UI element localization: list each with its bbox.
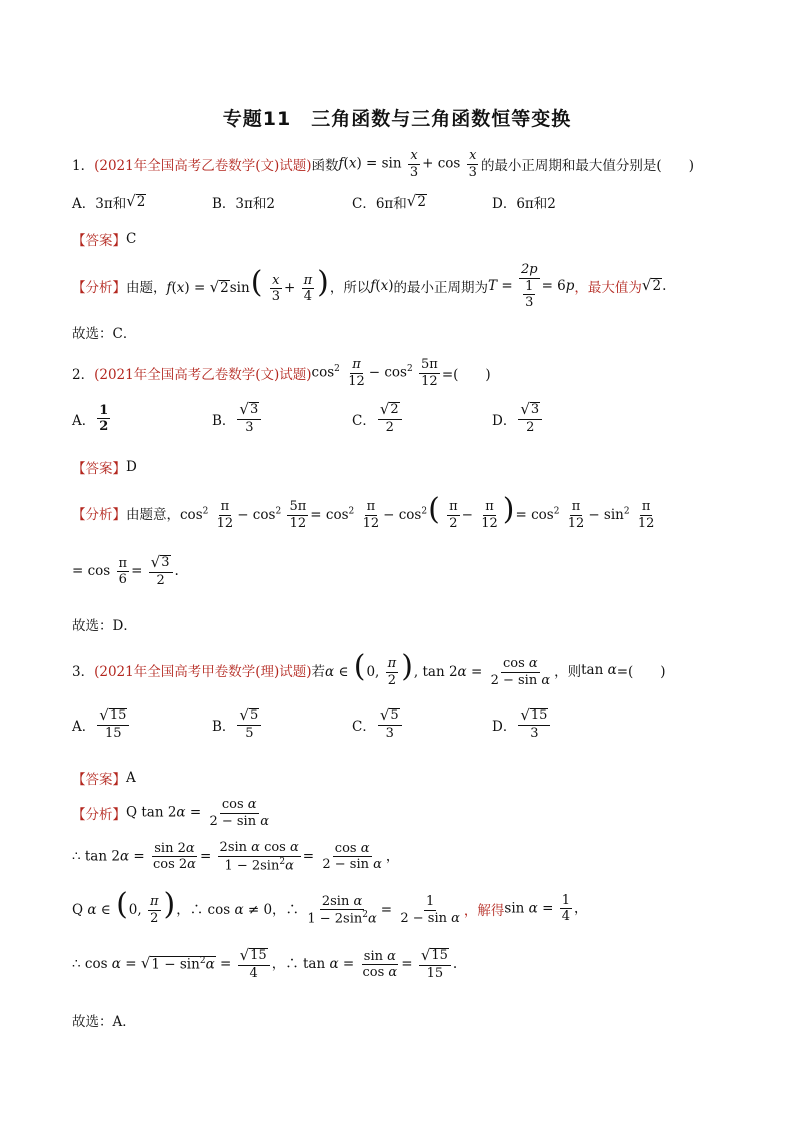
question-1-stem: [72, 148, 694, 180]
answer-value: A: [126, 770, 136, 786]
option-b[interactable]: B． √ 3 3: [212, 402, 352, 435]
option-b[interactable]: B．3π和2: [212, 196, 275, 212]
analysis-label: 【分析】: [72, 807, 126, 824]
analysis-label: 【分析】: [72, 507, 126, 524]
formula: ∴ cos α = √ $1 - \sin^2\alpha$ = √ 15 4 ，∴ tan α = $\frac{\text{sin α}}{\text{cos α}}$ = √ 15 15 .: [72, 946, 458, 981]
stem-text: 函数: [311, 158, 339, 175]
question-1-answer: [72, 229, 136, 249]
formula: Q tan 2α = $\frac{\text{cos α}}{\text{2 − sin α}}$: [126, 797, 269, 829]
question-3-step-2: Q α ∈ (0, $\frac{\pi}{2}$ )，∴ cos α ≠ 0，∴ $\frac{\text{2sin α}}{1 - 2\sin^2\alpha}$ = $\frac{1}{\text{2 − sin α}}$ ，解得 sin α = $\frac{1}{4}$ ，: [72, 887, 588, 927]
question-3-options: [72, 708, 632, 741]
option-a[interactable]: A． √ 15 15: [72, 708, 212, 741]
question-2-analysis: 【分析】 由题意， $\cos^2$ $\frac{\pi}{12}$ − $\cos^2$ $\frac{5\pi}{12}$ = $\cos^2$ $\frac{\pi}{12}$ − $\cos^2$( $\frac{\pi}{2}$ − $\frac{\pi}{12}$ )= $\cos^2$ $\frac{\pi}{12}$ − $\sin^2$ $\frac{\pi}{12}$: [72, 495, 658, 532]
formula: f(x) = sin $\frac{x}{3}$ + cos $\frac{x}{3}$: [338, 148, 477, 180]
question-source: (2021年全国高考乙卷数学(文)试题): [94, 367, 312, 384]
option-a[interactable]: A．3π和 √ 2: [72, 192, 146, 212]
formula: Q α ∈ (0, $\frac{\pi}{2}$ )，∴ cos α ≠ 0，∴ $\frac{\text{2sin α}}{1 - 2\sin^2\alpha}$ = $\frac{1}{\text{2 − sin α}}$: [72, 887, 460, 927]
formula: α ∈ (0, $\frac{\pi}{2}$ ), tan 2α = $\frac{\text{cos α}}{\text{2 − sin α}}$: [325, 649, 551, 688]
stem-text: 的最小正周期和最大值分别是( ): [480, 158, 694, 175]
question-source: (2021年全国高考乙卷数学(文)试题): [94, 158, 312, 175]
question-source: (2021年全国高考甲卷数学(理)试题): [94, 664, 312, 681]
formula: f(x) = √ 2 sin( $\frac{x}{3}$ + $\frac{\pi}{4}$ ): [166, 265, 329, 305]
question-3-stem: 3． (2021年全国高考甲卷数学(理)试题) 若 α ∈ (0, $\frac{\pi}{2}$ ), tan 2α = $\frac{\text{cos α}}{\text{2 − sin α}}$ ，则 tan α =( ): [72, 649, 666, 688]
question-1-conclusion: 故选：C．: [72, 326, 137, 342]
question-1-analysis: 【分析】 由题， f(x) = √ 2 sin( $\frac{x}{3}$ + $\frac{\pi}{4}$ ) ，所以 f(x) 的最小正周期为 T = $\frac{2p}{\frac{1}{3}}$ = 6p ，最大值为 √ 2 .: [72, 262, 667, 311]
question-2-options: [72, 402, 632, 435]
question-number: 3．: [72, 664, 95, 681]
question-1-options: [72, 192, 632, 212]
option-c[interactable]: C． √ 2 2: [352, 402, 492, 435]
question-3-conclusion: 故选：A．: [72, 1014, 136, 1030]
formula: T = $\frac{2p}{\frac{1}{3}}$ = 6p: [488, 262, 575, 311]
answer-label: 【答案】: [72, 772, 126, 788]
question-2-conclusion: 故选：D．: [72, 618, 137, 634]
question-number: 2．: [72, 367, 95, 384]
question-2-stem: 2． (2021年全国高考乙卷数学(文)试题) $\cos^2$ $\frac{\pi}{12}$ − $\cos^2$ $\frac{5\pi}{12}$ =( ): [72, 357, 491, 389]
option-b[interactable]: B． √ 5 5: [212, 708, 352, 741]
option-a[interactable]: A． $\frac{1}{2}$: [72, 402, 109, 435]
option-c[interactable]: C． √ 5 3: [352, 708, 492, 741]
answer-value: C: [126, 231, 137, 247]
analysis-label: 【分析】: [72, 280, 126, 297]
answer-label: 【答案】: [72, 233, 126, 249]
option-d[interactable]: D．6π和2: [492, 196, 556, 212]
answer-value: D: [126, 459, 137, 475]
question-number: 1．: [72, 158, 95, 175]
formula: = cos $\frac{\pi}{6}$ = √ 3 2 .: [72, 553, 179, 588]
question-2-answer: [72, 457, 137, 477]
question-3-analysis: [72, 797, 273, 829]
question-3-answer: [72, 768, 136, 788]
option-d[interactable]: D． √ 3 2: [492, 402, 632, 435]
formula: $\cos^2$ $\frac{\pi}{12}$ − $\cos^2$ $\frac{5\pi}{12}$: [311, 357, 438, 389]
question-3-step-3: [72, 948, 457, 981]
option-c[interactable]: C．6π和 √ 2: [352, 192, 426, 212]
option-d[interactable]: D． √ 15 3: [492, 708, 632, 741]
answer-label: 【答案】: [72, 461, 126, 477]
question-2-analysis-cont: [72, 555, 179, 588]
formula: ∴ tan 2α = $\frac{\sin 2\alpha}{\cos 2\alpha}$ = $\frac{\text{2sin α cos α}}{1 - 2\sin^2\alpha}$ = $\frac{\text{cos α}}{\text{2 − sin α}}$ ，: [72, 840, 400, 873]
question-3-step-1: [72, 840, 399, 874]
page-title: 专题11 三角函数与三角函数恒等变换: [222, 108, 572, 130]
formula: $\cos^2$ $\frac{\pi}{12}$ − $\cos^2$ $\frac{5\pi}{12}$ = $\cos^2$ $\frac{\pi}{12}$ − $\cos^2$( $\frac{\pi}{2}$ − $\frac{\pi}{12}$ )= $\cos^2$ $\frac{\pi}{12}$ − $\sin^2$ $\frac{\pi}{12}$: [180, 492, 655, 531]
